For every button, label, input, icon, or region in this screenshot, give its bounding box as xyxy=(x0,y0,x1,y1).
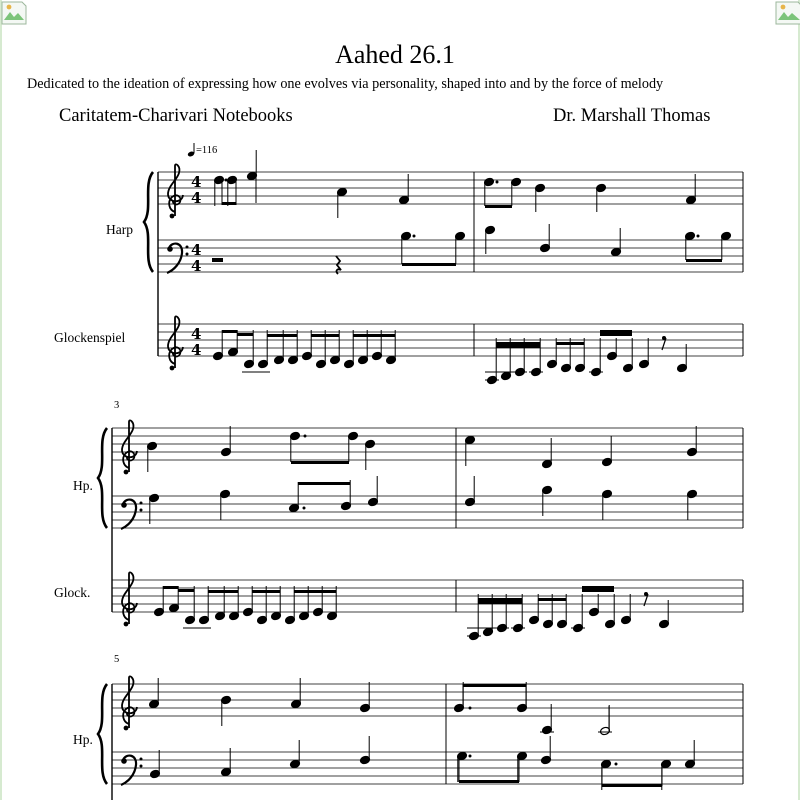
measure-number: 5 xyxy=(114,654,120,665)
harp-label: Harp xyxy=(106,222,133,237)
note-beam xyxy=(222,330,237,333)
bass-clef-icon xyxy=(186,253,189,256)
note-beam xyxy=(353,334,395,337)
note-beam xyxy=(298,482,350,485)
treble-clef-icon xyxy=(170,366,175,371)
dedication: Dedicated to the ideation of expressing how one evolves via personality, shaped into and by the force of melody xyxy=(27,76,664,92)
bass-clef-icon xyxy=(167,246,173,252)
note-beam xyxy=(463,684,526,687)
staff-brace xyxy=(98,684,107,784)
glockenspiel-label-short: Glock. xyxy=(54,585,91,600)
harp-label-short: Hp. xyxy=(73,732,93,747)
bass-clef-icon xyxy=(140,509,143,512)
note-beam xyxy=(600,333,632,336)
staff-brace xyxy=(144,172,153,272)
note-beam xyxy=(237,333,253,336)
bass-clef-icon xyxy=(121,502,127,508)
note-beam xyxy=(582,586,614,589)
note-beam xyxy=(311,334,339,337)
note-beam xyxy=(402,263,456,266)
note-beam xyxy=(600,330,632,333)
note-beam xyxy=(496,342,540,345)
note-beam xyxy=(459,780,519,783)
note-beam xyxy=(163,586,178,589)
note-beam xyxy=(478,601,522,604)
treble-clef-icon xyxy=(124,470,129,475)
measure-number: 3 xyxy=(114,400,120,411)
augmentation-dot xyxy=(303,507,306,510)
augmentation-dot xyxy=(304,435,307,438)
note-beam xyxy=(556,342,584,345)
bass-clef-icon xyxy=(140,758,143,761)
time-signature: 4 xyxy=(191,189,202,207)
bass-clef-icon xyxy=(140,502,143,505)
note-beam xyxy=(478,598,522,601)
bass-clef-icon xyxy=(140,765,143,768)
augmentation-dot xyxy=(469,755,472,758)
harp-label-short: Hp. xyxy=(73,478,93,493)
note-beam xyxy=(582,589,614,592)
time-signature: 4 xyxy=(191,241,202,259)
note-beam xyxy=(485,205,512,208)
augmentation-dot xyxy=(615,763,618,766)
treble-clef-icon xyxy=(124,622,129,627)
augmentation-dot xyxy=(469,707,472,710)
treble-clef-icon xyxy=(170,214,175,219)
note-beam xyxy=(602,784,662,787)
time-signature: 4 xyxy=(191,173,202,191)
quarter-rest xyxy=(336,256,341,274)
time-signature: 4 xyxy=(191,341,202,359)
note-beam xyxy=(252,590,280,593)
note-beam xyxy=(222,202,236,205)
bass-clef-icon xyxy=(121,758,127,764)
note-beam xyxy=(178,589,194,592)
augmentation-dot xyxy=(413,235,416,238)
augmentation-dot xyxy=(225,179,228,182)
staff-brace xyxy=(98,428,107,528)
note-beam xyxy=(538,598,566,601)
note-beam xyxy=(208,590,238,593)
bass-clef-icon xyxy=(186,246,189,249)
treble-clef-icon xyxy=(124,726,129,731)
tempo-marking: =116 xyxy=(196,145,218,156)
half-rest xyxy=(212,258,223,262)
glockenspiel-label: Glockenspiel xyxy=(54,330,126,345)
collection-name: Caritatem-Charivari Notebooks xyxy=(59,106,293,126)
augmentation-dot xyxy=(697,235,700,238)
note-beam xyxy=(686,259,722,262)
note-beam xyxy=(291,461,349,464)
note-beam xyxy=(496,345,540,348)
page-title: Aahed 26.1 xyxy=(335,40,455,69)
note-beam xyxy=(294,590,336,593)
composer-name: Dr. Marshall Thomas xyxy=(553,106,711,126)
time-signature: 4 xyxy=(191,325,202,343)
note-beam xyxy=(267,334,297,337)
time-signature: 4 xyxy=(191,257,202,275)
augmentation-dot xyxy=(496,181,499,184)
